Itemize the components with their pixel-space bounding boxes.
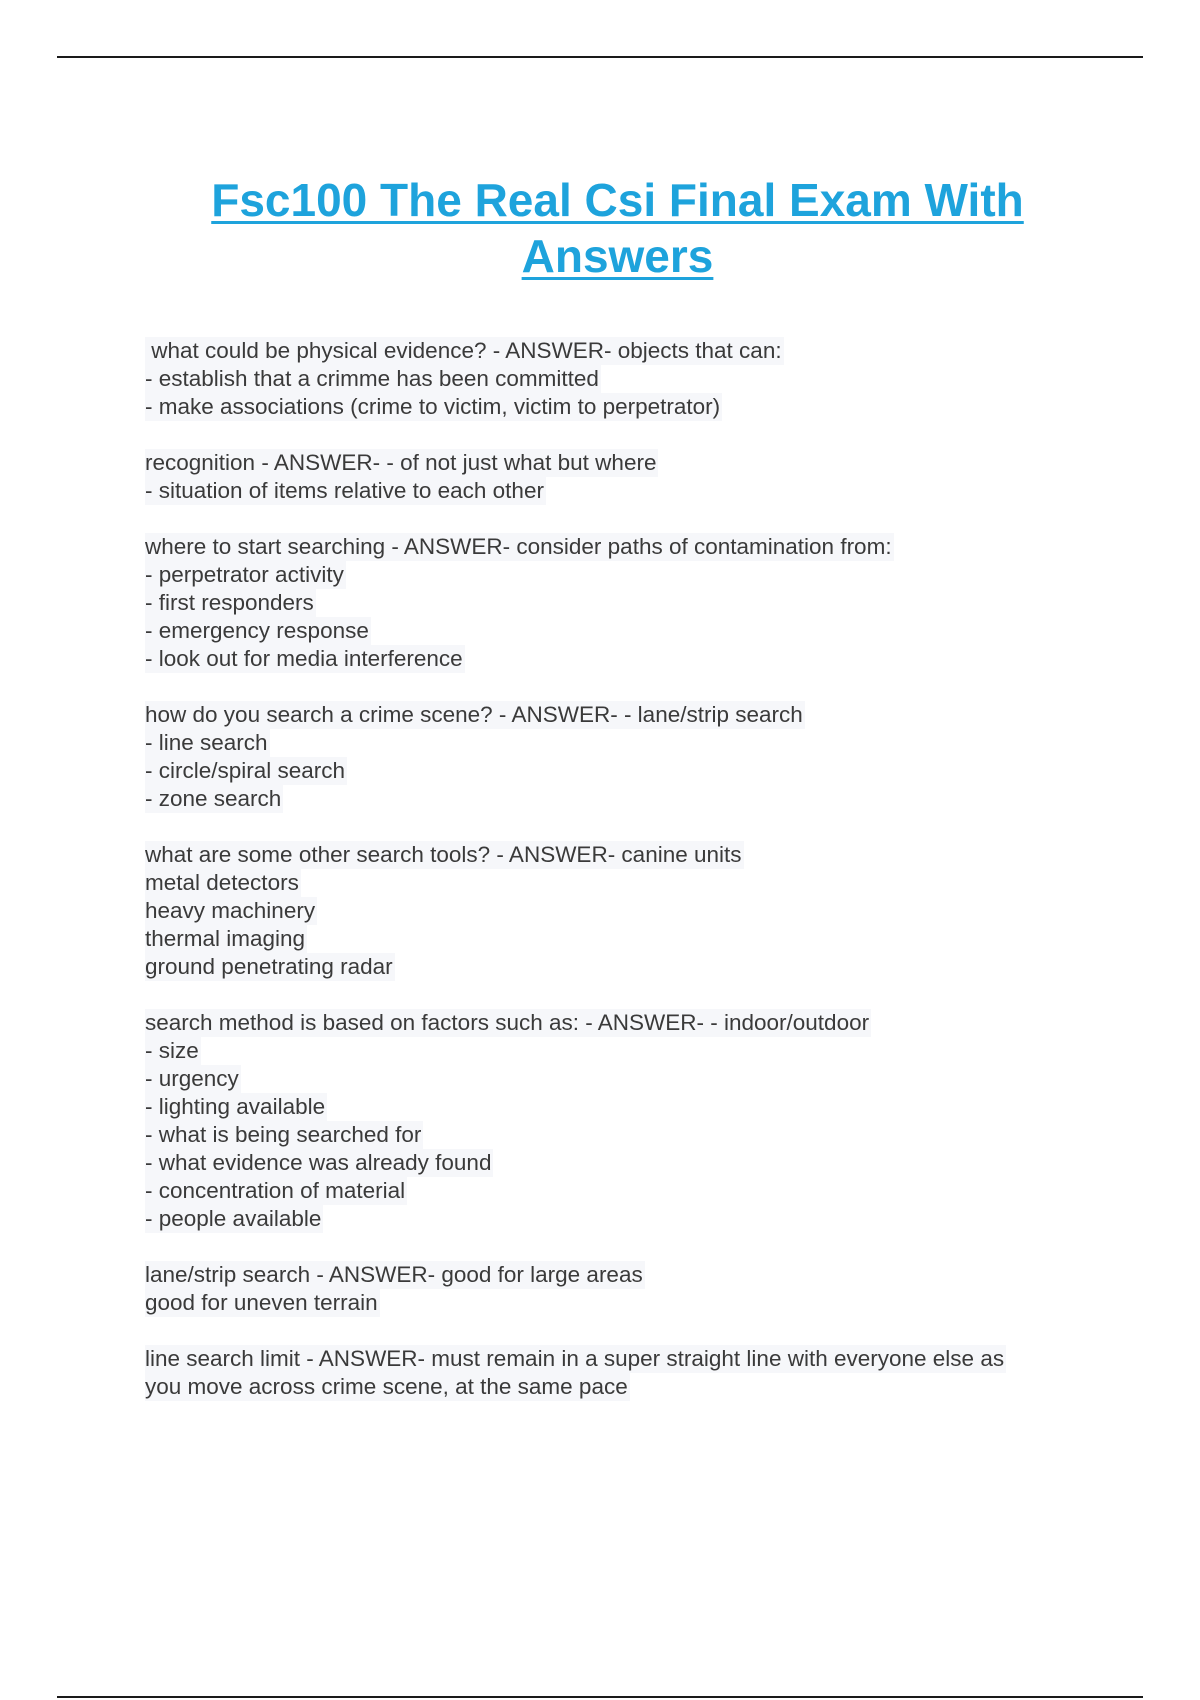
qa-answer-line: - emergency response: [145, 618, 369, 643]
qa-answer-line: - urgency: [145, 1066, 239, 1091]
qa-answer-line: - circle/spiral search: [145, 758, 346, 783]
qa-answer-line: - what evidence was already found: [145, 1150, 492, 1175]
qa-block: [145, 1009, 1085, 1233]
qa-question-line: lane/strip search - ANSWER- good for large areas: [145, 1262, 643, 1287]
qa-answer-line: you move across crime scene, at the same pace: [145, 1374, 628, 1399]
qa-answer-line: - establish that a crimme has been committed: [145, 366, 599, 391]
qa-answer-line: good for uneven terrain: [145, 1290, 378, 1315]
document-body: [145, 337, 1085, 1429]
qa-question-line: how do you search a crime scene? - ANSWER- - lane/strip search: [145, 702, 803, 727]
qa-answer-line: - make associations (crime to victim, victim to perpetrator): [145, 394, 721, 419]
qa-question-line: recognition - ANSWER- - of not just what but where: [145, 450, 657, 475]
qa-question-line: what are some other search tools? - ANSWER- canine units: [145, 842, 742, 867]
qa-question-line: line search limit - ANSWER- must remain in a super straight line with everyone else as: [145, 1346, 1005, 1371]
qa-question-line: what could be physical evidence? - ANSWER- objects that can:: [145, 338, 782, 363]
qa-block: [145, 533, 1085, 673]
bottom-divider: [57, 1696, 1143, 1698]
qa-block: [145, 701, 1085, 813]
qa-answer-line: - concentration of material: [145, 1178, 406, 1203]
qa-question-line: search method is based on factors such as: - ANSWER- - indoor/outdoor: [145, 1010, 870, 1035]
qa-block: [145, 1261, 1085, 1317]
qa-block: [145, 337, 1085, 421]
qa-answer-line: - what is being searched for: [145, 1122, 422, 1147]
qa-answer-line: - look out for media interference: [145, 646, 463, 671]
document-title[interactable]: Fsc100 The Real Csi Final Exam With Answers: [211, 174, 1024, 282]
qa-answer-line: - people available: [145, 1206, 322, 1231]
qa-answer-line: - perpetrator activity: [145, 562, 344, 587]
qa-block: [145, 841, 1085, 981]
qa-block: [145, 1345, 1085, 1401]
qa-answer-line: heavy machinery: [145, 898, 316, 923]
qa-answer-line: thermal imaging: [145, 926, 306, 951]
qa-question-line: where to start searching - ANSWER- consider paths of contamination from:: [145, 534, 892, 559]
qa-answer-line: - size: [145, 1038, 199, 1063]
qa-answer-line: - lighting available: [145, 1094, 326, 1119]
top-divider: [57, 56, 1143, 58]
qa-answer-line: - situation of items relative to each other: [145, 478, 544, 503]
qa-answer-line: ground penetrating radar: [145, 954, 393, 979]
qa-answer-line: - zone search: [145, 786, 282, 811]
qa-answer-line: - first responders: [145, 590, 314, 615]
qa-answer-line: - line search: [145, 730, 268, 755]
qa-block: [145, 449, 1085, 505]
qa-answer-line: metal detectors: [145, 870, 299, 895]
